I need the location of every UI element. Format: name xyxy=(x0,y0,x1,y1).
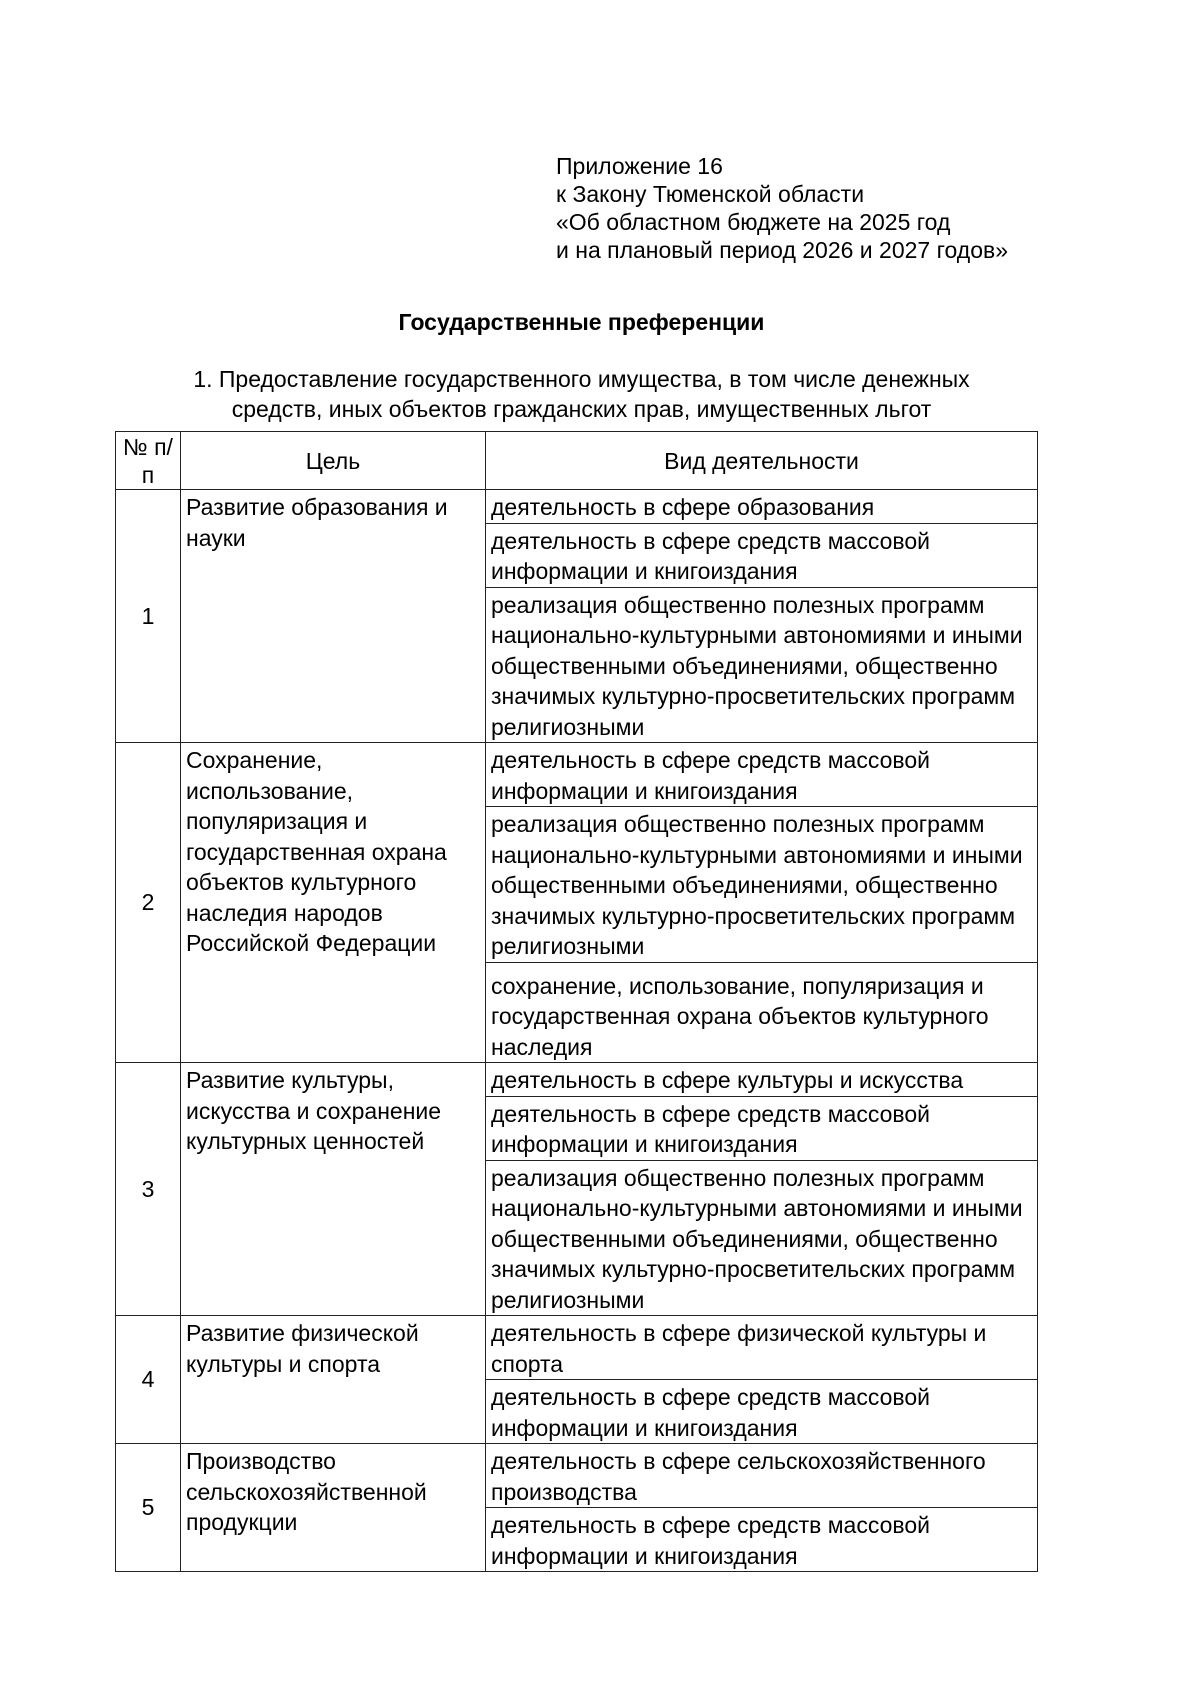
row-number: 4 xyxy=(116,1316,181,1444)
row-number: 5 xyxy=(116,1444,181,1572)
table-row xyxy=(116,490,1038,524)
row-activity: реализация общественно полезных программ национально-культурными автономиями и иными общественными объединениями, общественно значимых культурно-просветительских программ религиозными xyxy=(486,807,1038,963)
row-goal: Развитие физической культуры и спорта xyxy=(181,1316,486,1444)
table-row xyxy=(116,743,1038,807)
section-heading-line: 1. Предоставление государственного имущества, в том числе денежных xyxy=(193,366,970,392)
section-heading-line: средств, иных объектов гражданских прав, имущественных льгот xyxy=(231,396,932,422)
appendix-reference xyxy=(556,152,1008,264)
table-header-row xyxy=(116,432,1038,490)
row-activity: деятельность в сфере культуры и искусства xyxy=(486,1063,1038,1097)
header-activity: Вид деятельности xyxy=(486,432,1038,490)
row-activity: деятельность в сфере средств массовой информации и книгоиздания xyxy=(486,523,1038,587)
row-activity: деятельность в сфере средств массовой информации и книгоиздания xyxy=(486,743,1038,807)
row-activity: деятельность в сфере сельскохозяйственного производства xyxy=(486,1444,1038,1508)
section-heading xyxy=(0,364,1163,424)
row-activity: деятельность в сфере средств массовой информации и книгоиздания xyxy=(486,1508,1038,1572)
appendix-line: и на плановый период 2026 и 2027 годов» xyxy=(556,237,1008,263)
document-title: Государственные преференции xyxy=(398,309,765,335)
appendix-line: «Об областном бюджете на 2025 год xyxy=(556,209,951,235)
row-goal: Сохранение, использование, популяризация и государственная охрана объектов культурного наследия народов Российской Федерации xyxy=(181,743,486,1063)
row-activity: деятельность в сфере физической культуры и спорта xyxy=(486,1316,1038,1380)
row-number: 1 xyxy=(116,490,181,743)
row-goal: Развитие культуры, искусства и сохранение культурных ценностей xyxy=(181,1063,486,1316)
row-goal: Производство сельскохозяйственной продукции xyxy=(181,1444,486,1572)
header-goal: Цель xyxy=(181,432,486,490)
appendix-line: к Закону Тюменской области xyxy=(556,181,865,207)
table-row xyxy=(116,1063,1038,1097)
row-activity: деятельность в сфере средств массовой информации и книгоиздания xyxy=(486,1380,1038,1444)
header-num: № п/п xyxy=(116,432,181,490)
table-row xyxy=(116,1444,1038,1508)
row-number: 2 xyxy=(116,743,181,1063)
row-activity: реализация общественно полезных программ национально-культурными автономиями и иными общественными объединениями, общественно значимых культурно-просветительских программ религиозными xyxy=(486,1160,1038,1316)
row-activity: деятельность в сфере средств массовой информации и книгоиздания xyxy=(486,1096,1038,1160)
row-goal: Развитие образования и науки xyxy=(181,490,486,743)
row-number: 3 xyxy=(116,1063,181,1316)
row-activity: сохранение, использование, популяризация и государственная охрана объектов культурного наследия xyxy=(486,962,1038,1063)
row-activity: деятельность в сфере образования xyxy=(486,490,1038,524)
row-activity: реализация общественно полезных программ национально-культурными автономиями и иными общественными объединениями, общественно значимых культурно-просветительских программ религиозными xyxy=(486,587,1038,743)
preferences-table xyxy=(115,431,1038,1572)
table-row xyxy=(116,1316,1038,1380)
appendix-line: Приложение 16 xyxy=(556,153,723,179)
